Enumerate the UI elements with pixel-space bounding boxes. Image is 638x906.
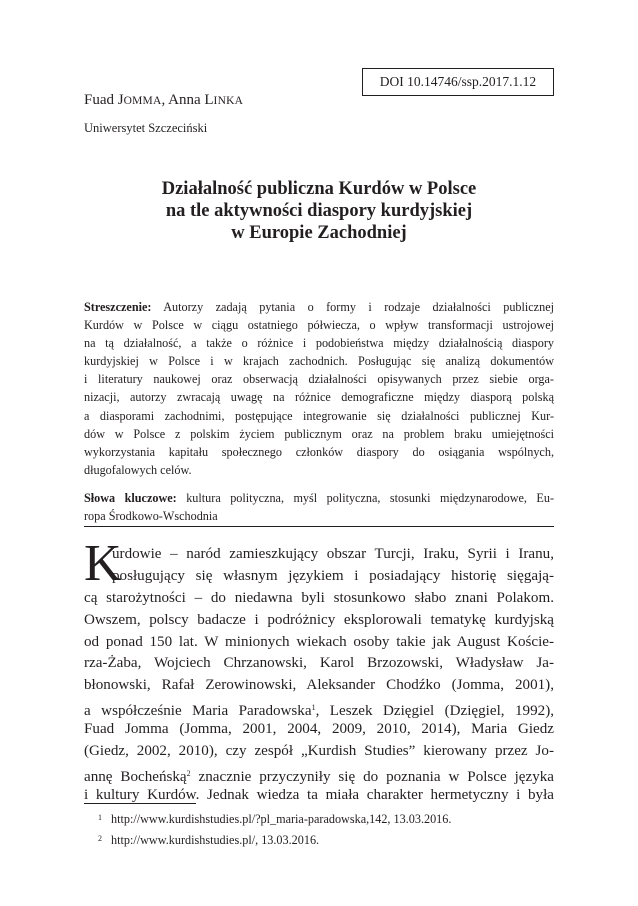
footnote-divider bbox=[84, 803, 196, 804]
author-1-surname-sc: OMMA bbox=[123, 95, 162, 107]
abstract bbox=[84, 298, 554, 479]
body-line: i kultury Kurdów. Jednak wiedza ta miała charakter hermetyczny i była bbox=[84, 786, 554, 803]
footnote-link[interactable]: http://www.kurdishstudies.pl/, 13.03.2016. bbox=[111, 833, 320, 847]
abstract-line: kurdyjskiej w Polsce i w krajach zachodnich. Posługując się analizą dokumentów bbox=[84, 354, 554, 369]
body-text-segment: , Leszek Dzięgiel (Dzięgiel, 1992), bbox=[315, 703, 554, 720]
abstract-line: nizacji, autorzy zwracają uwagę na różnice demograficzne między diasporą polską bbox=[84, 390, 554, 405]
drop-cap: K bbox=[84, 535, 122, 592]
article-title bbox=[84, 178, 554, 244]
author-2-name: , Anna L bbox=[161, 92, 214, 108]
body-line: posługujący się własnym językiem i posiadający historię sięgają- bbox=[112, 567, 554, 584]
title-line: Działalność publiczna Kurdów w Polsce bbox=[161, 179, 477, 199]
keywords-line bbox=[84, 489, 554, 507]
abstract-line: długofalowych celów. bbox=[84, 462, 192, 477]
title-line: w Europie Zachodniej bbox=[231, 223, 407, 243]
body-line: błonowski, Rafał Zerowinowski, Aleksander Chodźko (Jomma, 2001), bbox=[84, 677, 554, 694]
footnote-ref-2: 2 bbox=[186, 768, 191, 778]
body-line: Fuad Jomma (Jomma, 2001, 2004, 2009, 2010, 2014), Maria Giedz bbox=[84, 721, 554, 738]
abstract-line: dów w Polsce z polskim życiem publicznym oraz na problem braku umiejętności bbox=[84, 426, 554, 441]
body-line: urdowie – naród zamieszkujący obszar Turcji, Iraku, Syrii i Iranu, bbox=[112, 546, 554, 562]
author-1-name: Fuad J bbox=[84, 92, 124, 108]
keywords bbox=[84, 489, 554, 525]
keywords-text: kultura polityczna, myśl polityczna, stosunki międzynarodowe, Eu- bbox=[176, 491, 555, 505]
abstract-line: a diasporami zachodnimi, postępujące integrowanie się działalności publicznej Kur- bbox=[84, 408, 554, 423]
keywords-label: Słowa kluczowe: bbox=[84, 491, 177, 505]
authors bbox=[84, 92, 243, 109]
body-text-segment: a współcześnie Maria Paradowska bbox=[84, 703, 312, 720]
footnote-number: 1 bbox=[98, 813, 102, 822]
abstract-line: na tą działalność, a także o różnice i podobieństwa między działalnością diaspory bbox=[84, 336, 554, 351]
footnote-link[interactable]: http://www.kurdishstudies.pl/?pl_maria-paradowska,142, 13.03.2016. bbox=[111, 812, 452, 826]
footnote bbox=[84, 808, 451, 829]
body-line: cą starożytności – do niedawna byli stosunkowo słabo znani Polakom. bbox=[84, 589, 554, 606]
abstract-first-line-text: Autorzy zadają pytania o formy i rodzaje działalności publicznej bbox=[151, 300, 554, 314]
body-line: Owszem, polscy badacze i podróżnicy eksplorowali tematykę kurdyjską bbox=[84, 611, 554, 628]
keywords-line: ropa Środkowo-Wschodnia bbox=[84, 509, 218, 524]
doi-box bbox=[362, 68, 554, 96]
body-text-segment: znacznie przyczyniły się do poznania w Polsce języka bbox=[190, 768, 555, 785]
body-line: (Giedz, 2002, 2010), czy zespół „Kurdish Studies” kierowany przez Jo- bbox=[84, 743, 554, 760]
title-line: na tle aktywności diaspory kurdyjskiej bbox=[165, 201, 473, 221]
author-2-surname-sc: INKA bbox=[213, 95, 244, 107]
abstract-line: wykorzystania kapitału społecznego członków diaspory do osiągania wspólnych, bbox=[84, 444, 554, 459]
footnotes bbox=[84, 808, 451, 850]
abstract-line: i literatury naukowej oraz obserwacją działalności opisywanych przez siebie orga- bbox=[84, 372, 554, 387]
footnote-number: 2 bbox=[98, 834, 102, 843]
section-divider bbox=[84, 526, 554, 527]
footnote-ref-1: 1 bbox=[311, 703, 316, 713]
abstract-line: Kurdów w Polsce w ciągu ostatniego półwiecza, o wpływ transformacji ustrojowej bbox=[84, 318, 554, 333]
abstract-line bbox=[84, 298, 554, 316]
body-line: rza-Żaba, Wojciech Chrzanowski, Karol Brzozowski, Władysław Ja- bbox=[84, 655, 554, 672]
body-line: od ponad 150 lat. W minionych wiekach osoby takie jak August Koście- bbox=[84, 633, 554, 650]
body-text-segment: annę Bocheńską bbox=[84, 768, 187, 785]
body-text bbox=[84, 544, 554, 807]
footnote bbox=[84, 829, 451, 850]
body-line bbox=[84, 697, 554, 719]
affiliation: Uniwersytet Szczeciński bbox=[84, 121, 208, 135]
abstract-label: Streszczenie: bbox=[84, 300, 152, 314]
doi-text: DOI 10.14746/ssp.2017.1.12 bbox=[379, 74, 537, 89]
body-line bbox=[84, 763, 554, 785]
